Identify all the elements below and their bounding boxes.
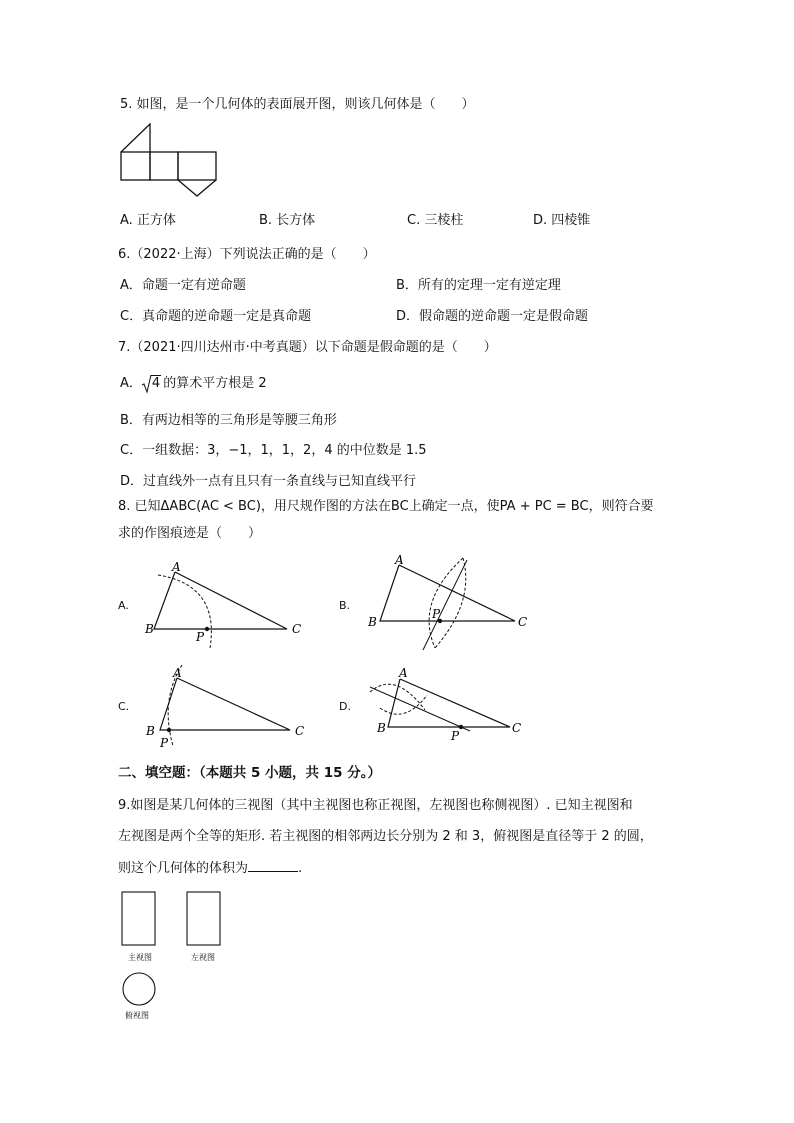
q9-line2: 左视图是两个全等的矩形. 若主视图的相邻两边长分别为 2 和 3，俯视图是直径等于 2 的圆， bbox=[118, 829, 653, 844]
vertex-b: B bbox=[145, 622, 154, 636]
q6-option-b: B．所有的定理一定有逆定理 bbox=[396, 278, 561, 293]
vertex-a: A bbox=[395, 553, 404, 567]
q9-line3 bbox=[118, 859, 302, 878]
q8-option-c-label: C. bbox=[118, 700, 130, 713]
q5-net-figure bbox=[120, 122, 220, 198]
q7-option-b: B．有两边相等的三角形是等腰三角形 bbox=[120, 413, 337, 428]
point-p: P bbox=[432, 607, 441, 621]
point-p: P bbox=[160, 736, 169, 750]
q7-option-a-prefix: A． bbox=[120, 376, 142, 391]
q8-option-b-label: B. bbox=[339, 599, 351, 612]
vertex-c: C bbox=[512, 721, 522, 735]
q7-option-a-text: 的算术平方根是 2 bbox=[163, 376, 267, 391]
q8-option-a-label: A. bbox=[118, 599, 129, 612]
vertex-b: B bbox=[377, 721, 386, 735]
point-p: P bbox=[196, 630, 205, 644]
q7-radicand: 4 bbox=[151, 376, 161, 391]
front-view-label: 主视图 bbox=[128, 953, 152, 962]
q8-figure-a bbox=[140, 560, 310, 650]
vertex-a: A bbox=[399, 666, 408, 680]
q7-option-a bbox=[120, 375, 267, 393]
side-view-label: 左视图 bbox=[191, 953, 215, 962]
q7-option-c: C．一组数据：3，−1，1，1，2，4 的中位数是 1.5 bbox=[120, 443, 427, 458]
top-view-label: 俯视图 bbox=[125, 1011, 149, 1020]
point-p: P bbox=[451, 729, 460, 743]
q6-option-c: C．真命题的逆命题一定是真命题 bbox=[120, 309, 312, 324]
vertex-b: B bbox=[368, 615, 377, 629]
vertex-a: A bbox=[173, 666, 182, 680]
front-view-rect bbox=[121, 891, 157, 947]
top-view-circle bbox=[121, 972, 159, 1006]
q8-stem-line1: 8. 已知ΔABC(AC < BC)，用尺规作图的方法在BC上确定一点，使PA + PC = BC，则符合要 bbox=[118, 499, 654, 514]
vertex-c: C bbox=[295, 724, 305, 738]
q8-figure-b bbox=[365, 552, 535, 652]
q5-option-c: C. 三棱柱 bbox=[407, 213, 464, 228]
q8-option-d-label: D. bbox=[339, 700, 351, 713]
section-heading: 二、填空题：（本题共 5 小题，共 15 分。） bbox=[118, 765, 381, 781]
vertex-a: A bbox=[172, 560, 181, 574]
q9-line1: 9.如图是某几何体的三视图（其中主视图也称正视图，左视图也称侧视图）. 已知主视图和 bbox=[118, 798, 633, 813]
q9-line3-end: . bbox=[298, 861, 303, 876]
side-view-rect bbox=[186, 891, 222, 947]
q5-stem: 5. 如图，是一个几何体的表面展开图，则该几何体是（ ） bbox=[120, 97, 475, 112]
sqrt-symbol bbox=[142, 375, 161, 393]
q8-figure-c bbox=[140, 660, 310, 750]
q7-stem: 7.（2021·四川达州市·中考真题）以下命题是假命题的是（ ） bbox=[118, 340, 497, 355]
q7-option-d: D．过直线外一点有且只有一条直线与已知直线平行 bbox=[120, 474, 417, 489]
vertex-b: B bbox=[146, 724, 155, 738]
vertex-c: C bbox=[292, 622, 302, 636]
q8-figure-d bbox=[365, 660, 535, 750]
q8-stem-line2: 求的作图痕迹是（ ） bbox=[118, 526, 262, 541]
q5-option-d: D. 四棱锥 bbox=[533, 213, 591, 228]
q9-line3-text: 则这个几何体的体积为 bbox=[118, 861, 249, 876]
q5-option-b: B. 长方体 bbox=[259, 213, 316, 228]
q6-option-a: A．命题一定有逆命题 bbox=[120, 278, 246, 293]
vertex-c: C bbox=[518, 615, 528, 629]
answer-blank bbox=[248, 859, 298, 872]
q6-stem: 6.（2022·上海）下列说法正确的是（ ） bbox=[118, 247, 376, 262]
q5-option-a: A. 正方体 bbox=[120, 213, 176, 228]
q6-option-d: D．假命题的逆命题一定是假命题 bbox=[396, 309, 589, 324]
